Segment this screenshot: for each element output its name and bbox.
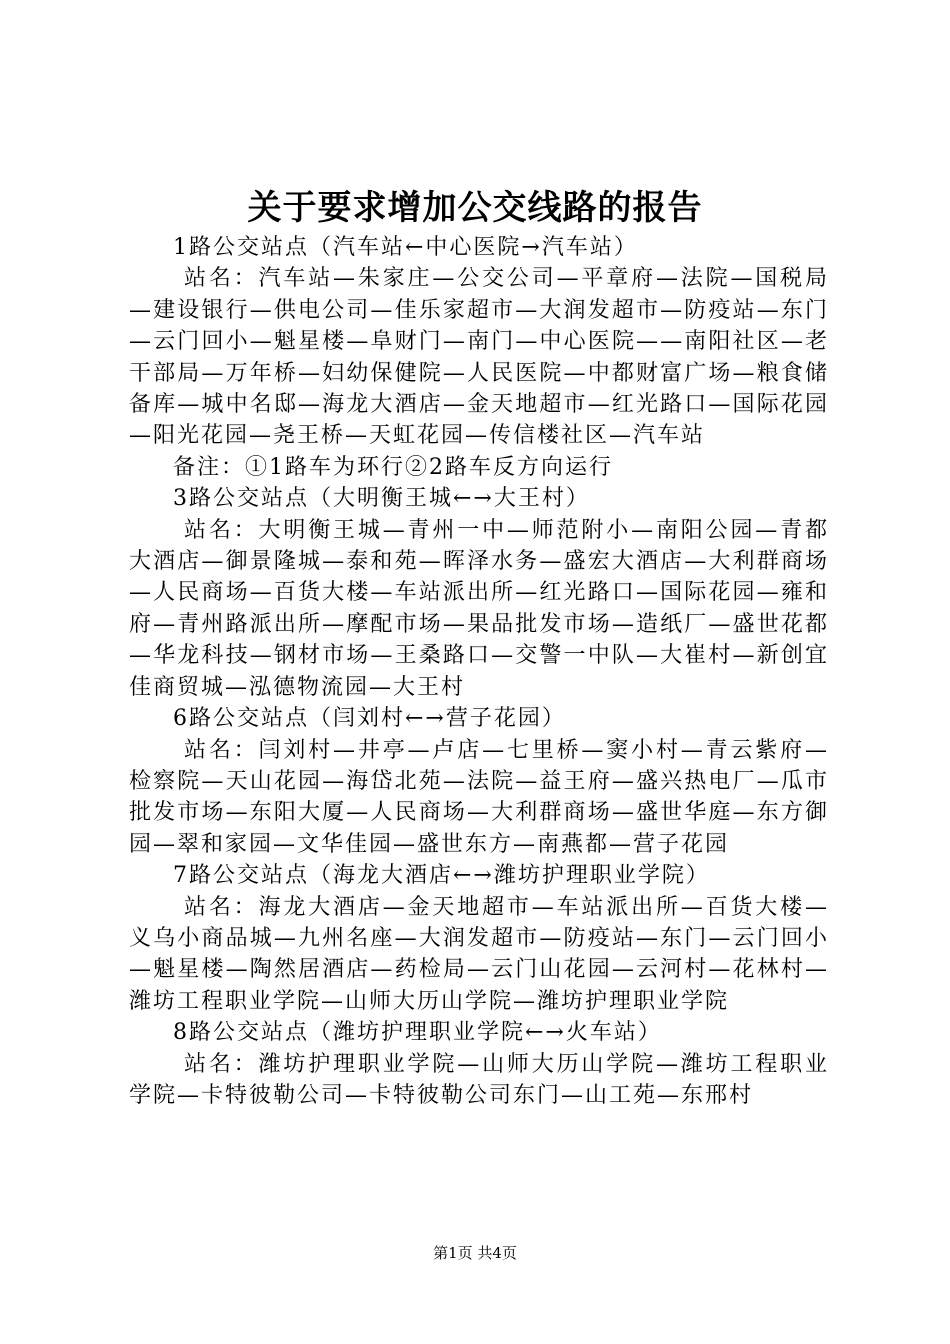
route-heading-6: 6路公交站点（闫刘村←→营子花园） — [173, 706, 566, 732]
route-heading-1: 1路公交站点（汽车站←中心医院→汽车站） — [173, 235, 638, 260]
route-stations-1: 站名：汽车站—朱家庄—公交公司—平章府—法院—国税局—建设银行—供电公司—佳乐家超市—大润发超市—防疫站—东门—云门回小—魁星楼—阜财门—南门—中心医院——南阳社区—老干部局—万年桥—妇幼保健院—人民医院—中都财富广场—粮食储备库—城中名邸—海龙大酒店—金天地超市—红光路口—国际花园—阳光花园—尧王桥—天虹花园—传信楼社区—汽车站 — [129, 266, 829, 449]
route-stations-3: 站名：大明衡王城—青州一中—师范附小—南阳公园—青都大酒店—御景隆城—泰和苑—晖泽水务—盛宏大酒店—大利群商场—人民商场—百货大楼—车站派出所—红光路口—国际花园—雍和府—青州路派出所—摩配市场—果品批发市场—造纸厂—盛世花都—华龙科技—钢材市场—王桑路口—交警一中队—大崔村—新创宜佳商贸城—泓德物流园—大王村 — [129, 517, 829, 700]
route-heading-8: 8路公交站点（潍坊护理职业学院←→火车站） — [173, 1020, 662, 1046]
route-note: 备注：①1路车为环行②2路车反方向运行 — [173, 454, 613, 480]
route-stations-7: 站名：海龙大酒店—金天地超市—车站派出所—百货大楼—义乌小商品城—九州名座—大润发超市—防疫站—东门—云门回小—魁星楼—陶然居酒店—药检局—云门山花园—云河村—花林村—潍坊工程职业学院—山师大历山学院—潍坊护理职业学院 — [129, 894, 829, 1014]
document-body — [129, 232, 829, 1111]
document-title: 关于要求增加公交线路的报告 — [247, 188, 703, 228]
page-number-footer: 第1页 共4页 — [433, 1244, 517, 1262]
route-heading-3: 3路公交站点（大明衡王城←→大王村） — [173, 486, 590, 512]
route-heading-7: 7路公交站点（海龙大酒店←→潍坊护理职业学院） — [173, 863, 710, 889]
route-stations-8: 站名：潍坊护理职业学院—山师大历山学院—潍坊工程职业学院—卡特彼勒公司—卡特彼勒公司东门—山工苑—东邢村 — [129, 1051, 829, 1108]
route-stations-6: 站名：闫刘村—井亭—卢店—七里桥—窦小村—青云紫府—检察院—天山花园—海岱北苑—法院—益王府—盛兴热电厂—瓜市批发市场—东阳大厦—人民商场—大利群商场—盛世华庭—东方御园—翠和家园—文华佳园—盛世东方—南燕都—营子花园 — [129, 737, 829, 857]
